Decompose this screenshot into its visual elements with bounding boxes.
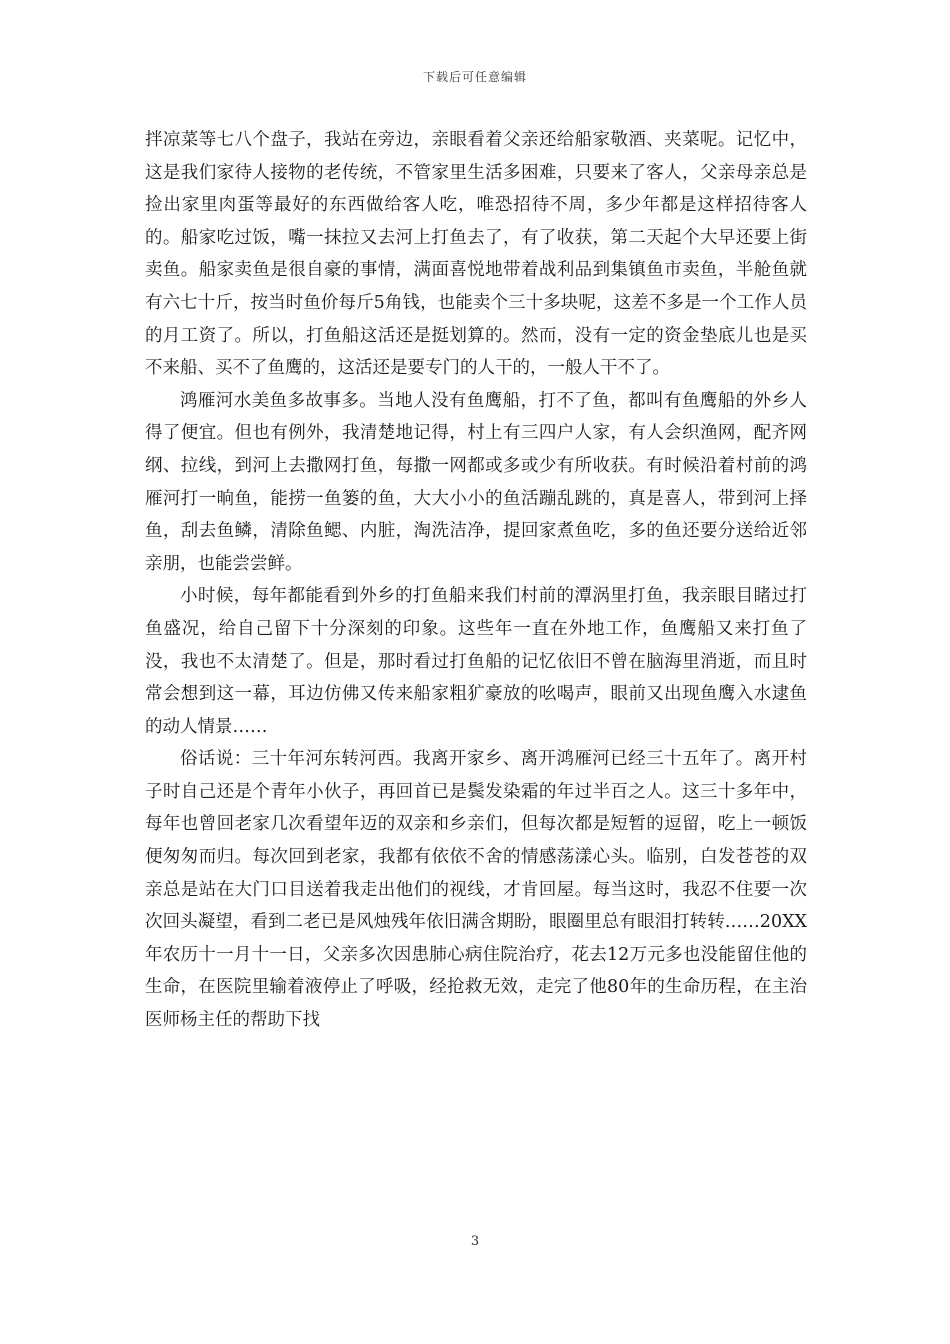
paragraph-3: 小时候，每年都能看到外乡的打鱼船来我们村前的潭涡里打鱼，我亲眼目睹过打鱼盛况，给自己留下十分深刻的印象。这些年一直在外地工作，鱼鹰船又来打鱼了没，我也不太清楚了。但是，那时看过打鱼船的记忆依旧不曾在脑海里消逝，而且时常会想到这一幕，耳边仿佛又传来船家粗犷豪放的吆喝声，眼前又出现鱼鹰入水逮鱼的动人情景……	[145, 586, 807, 737]
page-number: 3	[470, 1234, 480, 1249]
paragraph-4: 俗话说：三十年河东转河西。我离开家乡、离开鸿雁河已经三十五年了。离开村子时自己还是个青年小伙子，再回首已是鬓发染霜的年过半百之人。这三十多年中，每年也曾回老家几次看望年迈的双亲和乡亲们，但每次都是短暂的逗留，吃上一顿饭便匆匆而归。每次回到老家，我都有依依不舍的情感荡漾心头。临别，白发苍苍的双亲总是站在大门口目送着我走出他们的视线，才肯回屋。每当这时，我忍不住要一次次回头凝望，看到二老已是风烛残年依旧满含期盼，眼圈里总有眼泪打转转……20XX年农历十一月十一日，父亲多次因患肺心病住院治疗，花去12万元多也没能留住他的生命，在医院里输着液停止了呼吸，经抢救无效，走完了他80年的生命历程，在主治医师杨主任的帮助下找	[145, 749, 807, 1031]
page-header: 下载后可任意编辑	[422, 70, 527, 84]
paragraph-2: 鸿雁河水美鱼多故事多。当地人没有鱼鹰船，打不了鱼，都叫有鱼鹰船的外乡人得了便宜。但也有例外，我清楚地记得，村上有三四户人家，有人会织渔网，配齐网纲、拉线，到河上去撒网打鱼，每撒一网都或多或少有所收获。有时候沿着村前的鸿雁河打一晌鱼，能捞一鱼篓的鱼，大大小小的鱼活蹦乱跳的，真是喜人，带到河上择鱼，刮去鱼鳞，清除鱼鳃、内脏，淘洗洁净，提回家煮鱼吃，多的鱼还要分送给近邻亲朋，也能尝尝鲜。	[145, 390, 807, 574]
document-body	[145, 124, 807, 1037]
paragraph-1: 拌凉菜等七八个盘子，我站在旁边，亲眼看着父亲还给船家敬酒、夹菜呢。记忆中，这是我们家待人接物的老传统，不管家里生活多困难，只要来了客人，父亲母亲总是捡出家里肉蛋等最好的东西做给客人吃，唯恐招待不周，多少年都是这样招待客人的。船家吃过饭，嘴一抹拉又去河上打鱼去了，有了收获，第二天起个大早还要上街卖鱼。船家卖鱼是很自豪的事情，满面喜悦地带着战利品到集镇鱼市卖鱼，半舱鱼就有六七十斤，按当时鱼价每斤5角钱，也能卖个三十多块呢，这差不多是一个工作人员的月工资了。所以，打鱼船这活还是挺划算的。然而，没有一定的资金垫底儿也是买不来船、买不了鱼鹰的，这活还是要专门的人干的，一般人干不了。	[145, 130, 807, 379]
